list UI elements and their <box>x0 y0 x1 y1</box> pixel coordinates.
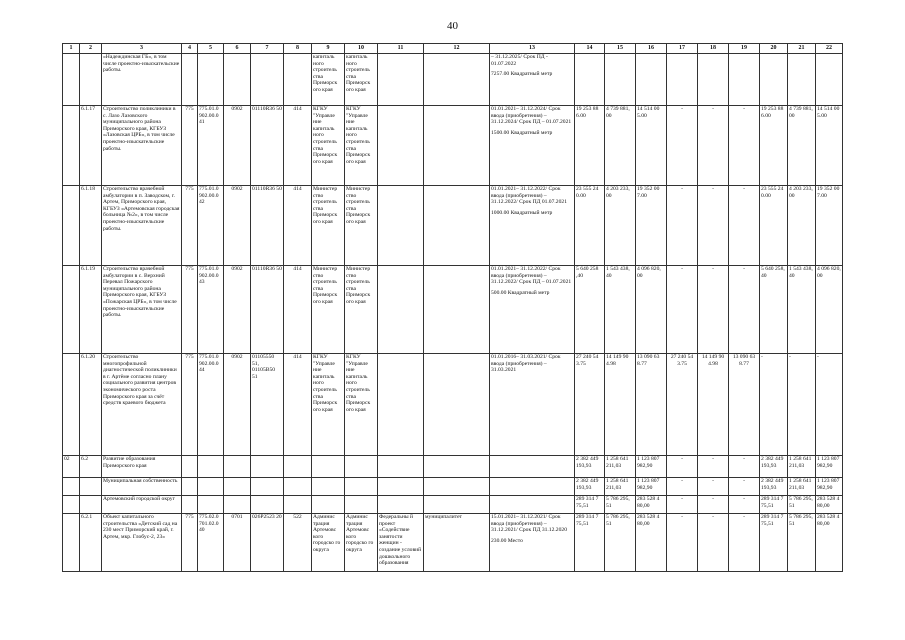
table-cell: 2 382 449 193,93 <box>760 478 788 496</box>
table-cell <box>345 496 378 514</box>
deadline-text: 15.01.2021– 31.12.2021/ Срок ввода (приобретения) – 31.12.2021/ Срок ПД 31.12.2020 <box>491 514 567 534</box>
table-row <box>63 478 843 496</box>
table-cell: 0902 <box>224 106 251 186</box>
table-cell <box>636 54 667 106</box>
column-header: 20 <box>760 44 788 54</box>
investment-table <box>62 43 843 572</box>
table-cell: 1 258 641 211,03 <box>788 456 816 478</box>
table-cell <box>490 478 575 496</box>
table-cell: Министер ство строитель ства Приморск ого края <box>345 266 378 354</box>
table-cell <box>760 54 788 106</box>
table-cell <box>80 496 102 514</box>
table-cell: Развитие образования Приморского края <box>102 456 182 478</box>
table-cell <box>424 478 490 496</box>
table-cell: Строительство врачебной амбулатории в с. Верхний Перевал Пожарского муниципального района Приморского края, КГБУЗ «Пожарская ЦРБ», в том числе проектно-изыскательские работы. <box>102 266 182 354</box>
table-cell: - <box>667 514 698 572</box>
table-cell <box>63 354 80 456</box>
column-header: 17 <box>667 44 698 54</box>
table-cell: 01105550 51, 01105В50 51 <box>251 354 284 456</box>
table-cell: 775.01.0 902.00.0 42 <box>198 186 224 266</box>
table-cell: 283 528 4 80,00 <box>816 496 843 514</box>
table-cell <box>490 54 575 106</box>
table-cell: Строительство многопрофильной диагностической поликлиники в г. Артёме согласно плану социального развития центров экономического роста Приморского края за счёт средств краевого бюджета <box>102 354 182 456</box>
table-cell: 0902 <box>224 186 251 266</box>
table-cell: 27 240 54 3.75 <box>575 354 605 456</box>
table-cell: 0902 <box>224 354 251 456</box>
table-cell: КГКУ "Управле ние капиталь ного строитель ства Приморск ого края <box>312 354 345 456</box>
table-cell: 1 123 807 982,90 <box>636 478 667 496</box>
column-header: 13 <box>490 44 575 54</box>
table-cell: 414 <box>284 106 312 186</box>
table-cell <box>424 106 490 186</box>
table-cell: капиталь ного строитель ства Приморск ого края <box>345 54 378 106</box>
table-cell: - <box>667 186 698 266</box>
table-cell <box>312 496 345 514</box>
table-cell: - <box>698 456 729 478</box>
table-cell <box>251 456 284 478</box>
table-cell: 414 <box>284 186 312 266</box>
table-cell: 775 <box>182 514 198 572</box>
deadline-text: – 31.12.2025/ Срок ПД - 01.07.2022 <box>491 54 548 67</box>
table-cell: 19 253 88 6.00 <box>760 106 788 186</box>
table-cell: 0902 <box>224 266 251 354</box>
table-cell <box>424 354 490 456</box>
deadline-text: 01.01.2021– 31.12.2022/ Срок ввода (приобретения) – 31.12.2022/ Срок ПД – 01.07.2021 <box>491 266 572 286</box>
table-cell: - <box>788 354 816 456</box>
table-cell: - <box>698 186 729 266</box>
table-cell: 14 149 90 4.98 <box>605 354 636 456</box>
table-cell: - <box>667 456 698 478</box>
table-cell: 4 203 233, 00 <box>788 186 816 266</box>
table-cell <box>345 478 378 496</box>
table-cell: 289 314 7 75,51 <box>575 514 605 572</box>
table-cell: КГКУ "Управле ние капиталь ного строитель ства Приморск ого края <box>345 354 378 456</box>
table-row <box>63 186 843 266</box>
table-cell <box>490 106 575 186</box>
capacity-text: 1500.00 Квадратный метр <box>491 129 553 136</box>
column-header: 1 <box>63 44 80 54</box>
table-cell <box>80 54 102 106</box>
capacity-text: 500.00 Квадратный метр <box>491 289 550 296</box>
table-cell: - <box>698 478 729 496</box>
table-cell: 5 786 295, 51 <box>788 496 816 514</box>
table-cell: - <box>729 106 760 186</box>
table-cell: - <box>729 456 760 478</box>
table-row <box>63 54 843 106</box>
table-cell: 2 382 449 193,93 <box>760 456 788 478</box>
table-cell <box>788 54 816 106</box>
column-header: 9 <box>312 44 345 54</box>
table-cell: 14 514 00 5.00 <box>636 106 667 186</box>
table-cell <box>198 456 224 478</box>
table-cell: 5 640 258, 40 <box>760 266 788 354</box>
table-cell: 6.1.20 <box>80 354 102 456</box>
column-header: 6 <box>224 44 251 54</box>
table-cell: 13 090 63 8.77 <box>636 354 667 456</box>
table-row <box>63 456 843 478</box>
table-cell <box>182 496 198 514</box>
table-cell: 23 555 24 0.00 <box>575 186 605 266</box>
table-cell: - <box>760 354 788 456</box>
table-cell: 14 514 00 5.00 <box>816 106 843 186</box>
table-cell <box>224 478 251 496</box>
table-cell: 414 <box>284 266 312 354</box>
capacity-text: 7257.00 Квадратный метр <box>491 71 553 78</box>
table-cell <box>63 106 80 186</box>
table-cell: Федеральны й проект «Содействие занятости женщин - создание условий дошкольного образования <box>378 514 424 572</box>
table-cell: 775 <box>182 354 198 456</box>
table-cell: 775.01.0 902.00.0 43 <box>198 266 224 354</box>
deadline-text: 01.01.2021– 31.12.2022/ Срок ввода (приобретения) – 31.12.2022/ Срок ПД 01.07.2021 <box>491 186 567 206</box>
table-cell: - <box>667 478 698 496</box>
table-cell: - <box>729 186 760 266</box>
table-cell <box>490 266 575 354</box>
table-row <box>63 496 843 514</box>
table-cell <box>224 456 251 478</box>
table-cell <box>251 478 284 496</box>
table-cell: - <box>698 496 729 514</box>
table-cell: 6.1.18 <box>80 186 102 266</box>
column-header: 11 <box>378 44 424 54</box>
table-cell <box>345 456 378 478</box>
table-cell <box>698 54 729 106</box>
table-cell <box>424 266 490 354</box>
table-cell: 01110R36 50 <box>251 266 284 354</box>
table-cell: 13 090 63 8.77 <box>729 354 760 456</box>
column-header: 21 <box>788 44 816 54</box>
table-cell: 01110R36 50 <box>251 106 284 186</box>
column-header: 15 <box>605 44 636 54</box>
table-cell <box>182 478 198 496</box>
table-cell: 1 543 438, 40 <box>605 266 636 354</box>
table-cell <box>312 478 345 496</box>
table-cell: «Надеждинская ГБ», в том числе проектно-изыскательские работы. <box>102 54 182 106</box>
table-cell: 289 314 7 75,51 <box>760 496 788 514</box>
table-cell: 1 123 807 982,90 <box>816 456 843 478</box>
table-cell: 01110R36 50 <box>251 186 284 266</box>
table-cell: капиталь ного строитель ства Приморск ого края <box>312 54 345 106</box>
column-header: 18 <box>698 44 729 54</box>
table-cell <box>198 496 224 514</box>
table-cell: КГКУ "Управле ние капиталь ного строитель ства Приморск ого края <box>312 106 345 186</box>
table-cell: - <box>667 496 698 514</box>
table-cell: 289 314 7 75,51 <box>575 496 605 514</box>
table-cell: КГКУ "Управле ние капиталь ного строитель ства Приморск ого края <box>345 106 378 186</box>
table-cell <box>284 496 312 514</box>
table-cell <box>490 354 575 456</box>
table-cell: 1 258 641 211,03 <box>605 456 636 478</box>
table-cell <box>224 496 251 514</box>
table-cell: - <box>816 354 843 456</box>
table-cell <box>667 54 698 106</box>
table-cell: - <box>698 514 729 572</box>
table-cell: 775 <box>182 266 198 354</box>
table-cell: Министер ство строитель ства Приморск ого края <box>312 186 345 266</box>
capacity-text: 1000.00 Квадратный метр <box>491 209 553 216</box>
table-cell: 1 123 807 982,90 <box>816 478 843 496</box>
table-cell: 522 <box>284 514 312 572</box>
header-row <box>63 44 843 54</box>
table-cell <box>284 456 312 478</box>
table-cell: 6.2 <box>80 456 102 478</box>
table-cell: 4 096 820, 00 <box>636 266 667 354</box>
table-cell: 19 352 00 7.00 <box>636 186 667 266</box>
table-cell <box>378 478 424 496</box>
deadline-text: 01.01.2016– 31.03.2021/ Срок ввода (приобретения) – 31.03.2021 <box>491 354 561 374</box>
table-cell: 4 096 820, 00 <box>816 266 843 354</box>
table-cell <box>182 54 198 106</box>
table-cell <box>490 186 575 266</box>
table-cell: 5 786 295, 51 <box>605 496 636 514</box>
table-cell: - <box>698 266 729 354</box>
table-cell: 4 739 881, 00 <box>788 106 816 186</box>
table-cell: - <box>729 496 760 514</box>
table-cell: 775 <box>182 106 198 186</box>
table-cell: 5 640 258 ,40 <box>575 266 605 354</box>
table-row <box>63 354 843 456</box>
table-cell: 6.2.1 <box>80 514 102 572</box>
table-cell <box>378 106 424 186</box>
table-cell: 775 <box>182 186 198 266</box>
table-cell: 414 <box>284 354 312 456</box>
table-cell <box>490 496 575 514</box>
table-cell: 5 786 295, 51 <box>788 514 816 572</box>
table-cell <box>63 186 80 266</box>
table-cell <box>284 54 312 106</box>
table-cell <box>251 496 284 514</box>
table-cell <box>63 266 80 354</box>
table-cell: Админис трация Артемовс кого городско го округа <box>345 514 378 572</box>
table-cell: Министер ство строитель ства Приморск ого края <box>345 186 378 266</box>
table-cell: - <box>667 106 698 186</box>
table-row <box>63 266 843 354</box>
column-header: 16 <box>636 44 667 54</box>
table-cell: 14 149 90 4.98 <box>698 354 729 456</box>
table-cell: 02 <box>63 456 80 478</box>
capacity-text: 230.00 Место <box>491 537 523 544</box>
table-cell: 283 528 4 80,00 <box>816 514 843 572</box>
column-header: 8 <box>284 44 312 54</box>
table-cell: 1 258 641 211,03 <box>788 478 816 496</box>
table-cell: - <box>667 266 698 354</box>
table-cell <box>424 186 490 266</box>
page-number: 40 <box>447 20 458 32</box>
table-cell <box>251 54 284 106</box>
column-header: 22 <box>816 44 843 54</box>
table-cell: - <box>729 266 760 354</box>
table-cell <box>424 54 490 106</box>
table-cell <box>424 496 490 514</box>
column-header: 14 <box>575 44 605 54</box>
table-cell <box>490 514 575 572</box>
table-cell <box>378 54 424 106</box>
table-cell: 23 555 24 0.00 <box>760 186 788 266</box>
table-cell: муниципалитет <box>424 514 490 572</box>
table-cell <box>490 456 575 478</box>
column-header: 10 <box>345 44 378 54</box>
table-cell <box>80 478 102 496</box>
column-header: 2 <box>80 44 102 54</box>
table-cell: Министер ство строитель ства Приморск ого края <box>312 266 345 354</box>
table-row <box>63 514 843 572</box>
table-cell <box>63 478 80 496</box>
table-cell: 283 528 4 80,00 <box>636 514 667 572</box>
table-cell: 4 203 233, 00 <box>605 186 636 266</box>
table-cell <box>198 54 224 106</box>
table-cell <box>424 456 490 478</box>
column-header: 5 <box>198 44 224 54</box>
table-cell: - <box>698 106 729 186</box>
table-cell <box>63 54 80 106</box>
table-cell: Муниципальная собственность <box>102 478 182 496</box>
table-cell: 6.1.17 <box>80 106 102 186</box>
table-cell <box>378 186 424 266</box>
table-cell: 5 786 295, 51 <box>605 514 636 572</box>
table-cell: 283 528 4 80,00 <box>636 496 667 514</box>
table-cell <box>729 54 760 106</box>
table-cell: 775.01.0 902.00.0 44 <box>198 354 224 456</box>
table-cell <box>63 514 80 572</box>
table-cell <box>605 54 636 106</box>
table-cell: - <box>729 478 760 496</box>
table-cell: 2 382 449 193,93 <box>575 456 605 478</box>
table-cell <box>63 496 80 514</box>
column-header: 7 <box>251 44 284 54</box>
table-cell: 4 739 881, 00 <box>605 106 636 186</box>
column-header: 19 <box>729 44 760 54</box>
table-cell: 1 258 641 211,03 <box>605 478 636 496</box>
column-header: 3 <box>102 44 182 54</box>
table-cell <box>312 456 345 478</box>
table-cell: Админис трация Артемовс кого городско го округа <box>312 514 345 572</box>
table-cell: 19 352 00 7.00 <box>816 186 843 266</box>
table-cell <box>575 54 605 106</box>
table-cell: 27 240 54 3.75 <box>667 354 698 456</box>
table-cell: Объект капитального строительства «Детский сад на 230 мест Приморский край, г. Артем, мкр. Глобус-2, 23» <box>102 514 182 572</box>
table-cell: 6.1.19 <box>80 266 102 354</box>
deadline-text: 01.01.2021– 31.12.2024/ Срок ввода (приобретения) – 31.12.2024/ Срок ПД – 01.07.2021 <box>491 106 572 126</box>
table-cell: 1 123 807 982,90 <box>636 456 667 478</box>
table-cell <box>378 266 424 354</box>
table-cell: 1 543 438, 40 <box>788 266 816 354</box>
table-cell: 775.02.0 701.02.0 40 <box>198 514 224 572</box>
column-header: 4 <box>182 44 198 54</box>
table-cell: Артемовский городской округ <box>102 496 182 514</box>
table-cell: 289 314 7 75,51 <box>760 514 788 572</box>
table-cell <box>378 456 424 478</box>
table-cell: 19 253 88 6.00 <box>575 106 605 186</box>
table-row <box>63 106 843 186</box>
table-cell: - <box>729 514 760 572</box>
table-cell <box>198 478 224 496</box>
table-cell: 0701 <box>224 514 251 572</box>
table-cell <box>224 54 251 106</box>
table-cell <box>816 54 843 106</box>
column-header: 12 <box>424 44 490 54</box>
table-cell <box>378 354 424 456</box>
table-cell: 2 382 449 193,93 <box>575 478 605 496</box>
table-cell: Строительство врачебной амбулатории в п. Заводском, г. Артем, Приморского края, КГБУЗ «Артемовская городская больница №2», в том числе проектно-изыскательские работы. <box>102 186 182 266</box>
table-cell <box>182 456 198 478</box>
table-cell: 026P2523 20 <box>251 514 284 572</box>
table-cell: 775.01.0 902.00.0 41 <box>198 106 224 186</box>
table-cell <box>284 478 312 496</box>
table-cell <box>378 496 424 514</box>
table-cell: Строительство поликлиники в с. Лазо Лазовского муниципального района Приморского края, КГБУЗ «Лазовская ЦРБ», в том числе проектно-изыскательские работы. <box>102 106 182 186</box>
